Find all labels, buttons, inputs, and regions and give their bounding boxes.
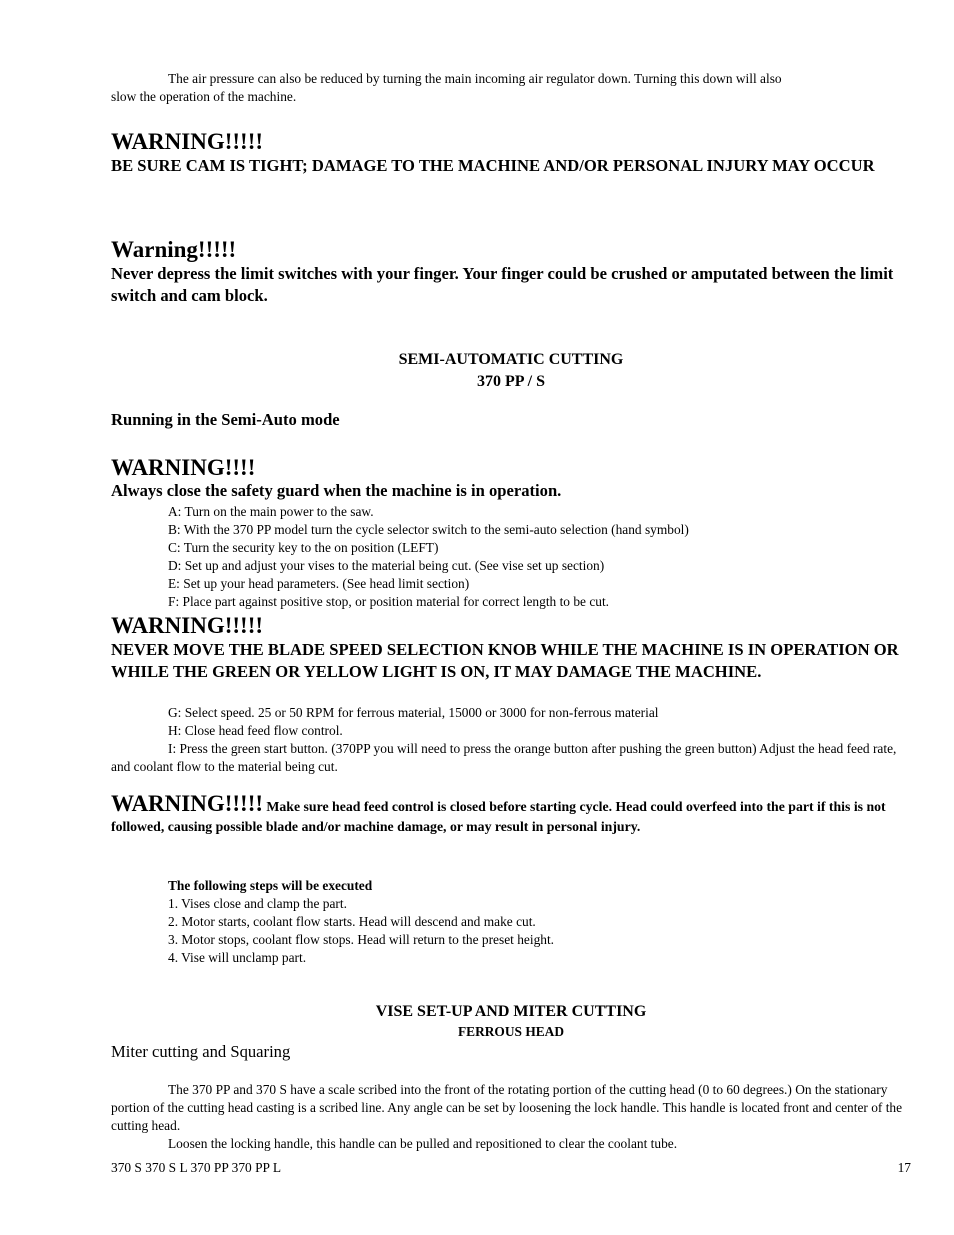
following-title: The following steps will be executed	[168, 878, 373, 893]
list-item: I: Press the green start button. (370PP you will need to press the orange button after pushing the green button) Adjust the head feed rate, and coolant flow to the material being cut.	[111, 741, 897, 774]
warning-text: Make sure head feed control is closed before starting cycle. Head could overfeed into the part if this is not followed, causing possible blade and/or machine damage, or may result in personal injury.	[111, 799, 886, 834]
warning-cam	[111, 129, 911, 177]
list-item: F: Place part against positive stop, or position material for correct length to be cut.	[168, 594, 610, 609]
semi-auto-heading	[111, 349, 911, 393]
section-title: VISE SET-UP AND MITER CUTTING	[375, 1003, 647, 1020]
running-mode-title: Running in the Semi-Auto mode	[111, 410, 340, 429]
warning-text: Never depress the limit switches with your finger. Your finger could be crushed or amputated between the limit switch and cam block.	[111, 264, 894, 305]
warning-title: Warning!!!!!	[111, 237, 237, 262]
warning-limit-switch	[111, 237, 911, 307]
warning-text: BE SURE CAM IS TIGHT; DAMAGE TO THE MACHINE AND/OR PERSONAL INJURY MAY OCCUR	[111, 156, 875, 175]
list-item: G: Select speed. 25 or 50 RPM for ferrous material, 15000 or 3000 for non-ferrous material	[168, 705, 659, 720]
warning-blade-speed	[111, 613, 911, 682]
section-subtitle: FERROUS HEAD	[457, 1024, 565, 1039]
miter-paragraphs	[111, 1081, 911, 1153]
list-item: B: With the 370 PP model turn the cycle selector switch to the semi-auto selection (hand symbol)	[168, 522, 689, 537]
warning-text: NEVER MOVE THE BLADE SPEED SELECTION KNOB WHILE THE MACHINE IS IN OPERATION OR WHILE THE GREEN OR YELLOW LIGHT IS ON, IT MAY DAMAGE THE MACHINE.	[111, 640, 899, 681]
page-number: 17	[897, 1160, 911, 1175]
steps-a-f	[111, 503, 911, 611]
list-item: E: Set up your head parameters. (See head limit section)	[168, 576, 470, 591]
list-item: 2. Motor starts, coolant flow starts. Head will descend and make cut.	[168, 914, 536, 929]
warning-title: WARNING!!!!!	[111, 613, 264, 638]
warning-text: Always close the safety guard when the machine is in operation.	[111, 481, 562, 500]
list-item: 3. Motor stops, coolant flow stops. Head will return to the preset height.	[168, 932, 555, 947]
list-item: A: Turn on the main power to the saw.	[168, 504, 374, 519]
warning-title: WARNING!!!!!	[111, 791, 264, 816]
following-steps	[111, 877, 911, 967]
intro-line-2: slow the operation of the machine.	[111, 89, 297, 104]
list-item: D: Set up and adjust your vises to the material being cut. (See vise set up section)	[168, 558, 605, 573]
page-footer	[111, 1159, 911, 1177]
list-item: 4. Vise will unclamp part.	[168, 950, 307, 965]
steps-g-i	[111, 704, 911, 776]
miter-paragraph-1: The 370 PP and 370 S have a scale scribed into the front of the rotating portion of the cutting head (0 to 60 degrees.) On the stationary portion of the cutting head casting is a scribed line. Any angle can be set by loosening the lock handle. This handle is located front and center of the cutting head.	[111, 1082, 903, 1133]
warning-head-feed	[111, 791, 911, 837]
section-model: 370 PP / S	[476, 373, 545, 390]
list-item: 1. Vises close and clamp the part.	[168, 896, 347, 911]
intro-line-1: The air pressure can also be reduced by turning the main incoming air regulator down. Turning this down will also	[168, 71, 782, 86]
footer-models: 370 S 370 S L 370 PP 370 PP L	[111, 1160, 282, 1175]
list-item: H: Close head feed flow control.	[168, 723, 343, 738]
warning-safety-guard	[111, 455, 911, 501]
intro-paragraph	[111, 70, 911, 106]
warning-title: WARNING!!!!	[111, 455, 256, 480]
miter-section-title: Miter cutting and Squaring	[111, 1042, 291, 1061]
vise-heading	[111, 1001, 911, 1041]
warning-title: WARNING!!!!!	[111, 129, 264, 154]
miter-paragraph-2: Loosen the locking handle, this handle can be pulled and repositioned to clear the coolant tube.	[168, 1136, 678, 1151]
list-item: C: Turn the security key to the on position (LEFT)	[168, 540, 439, 555]
section-title: SEMI-AUTOMATIC CUTTING	[398, 351, 624, 368]
